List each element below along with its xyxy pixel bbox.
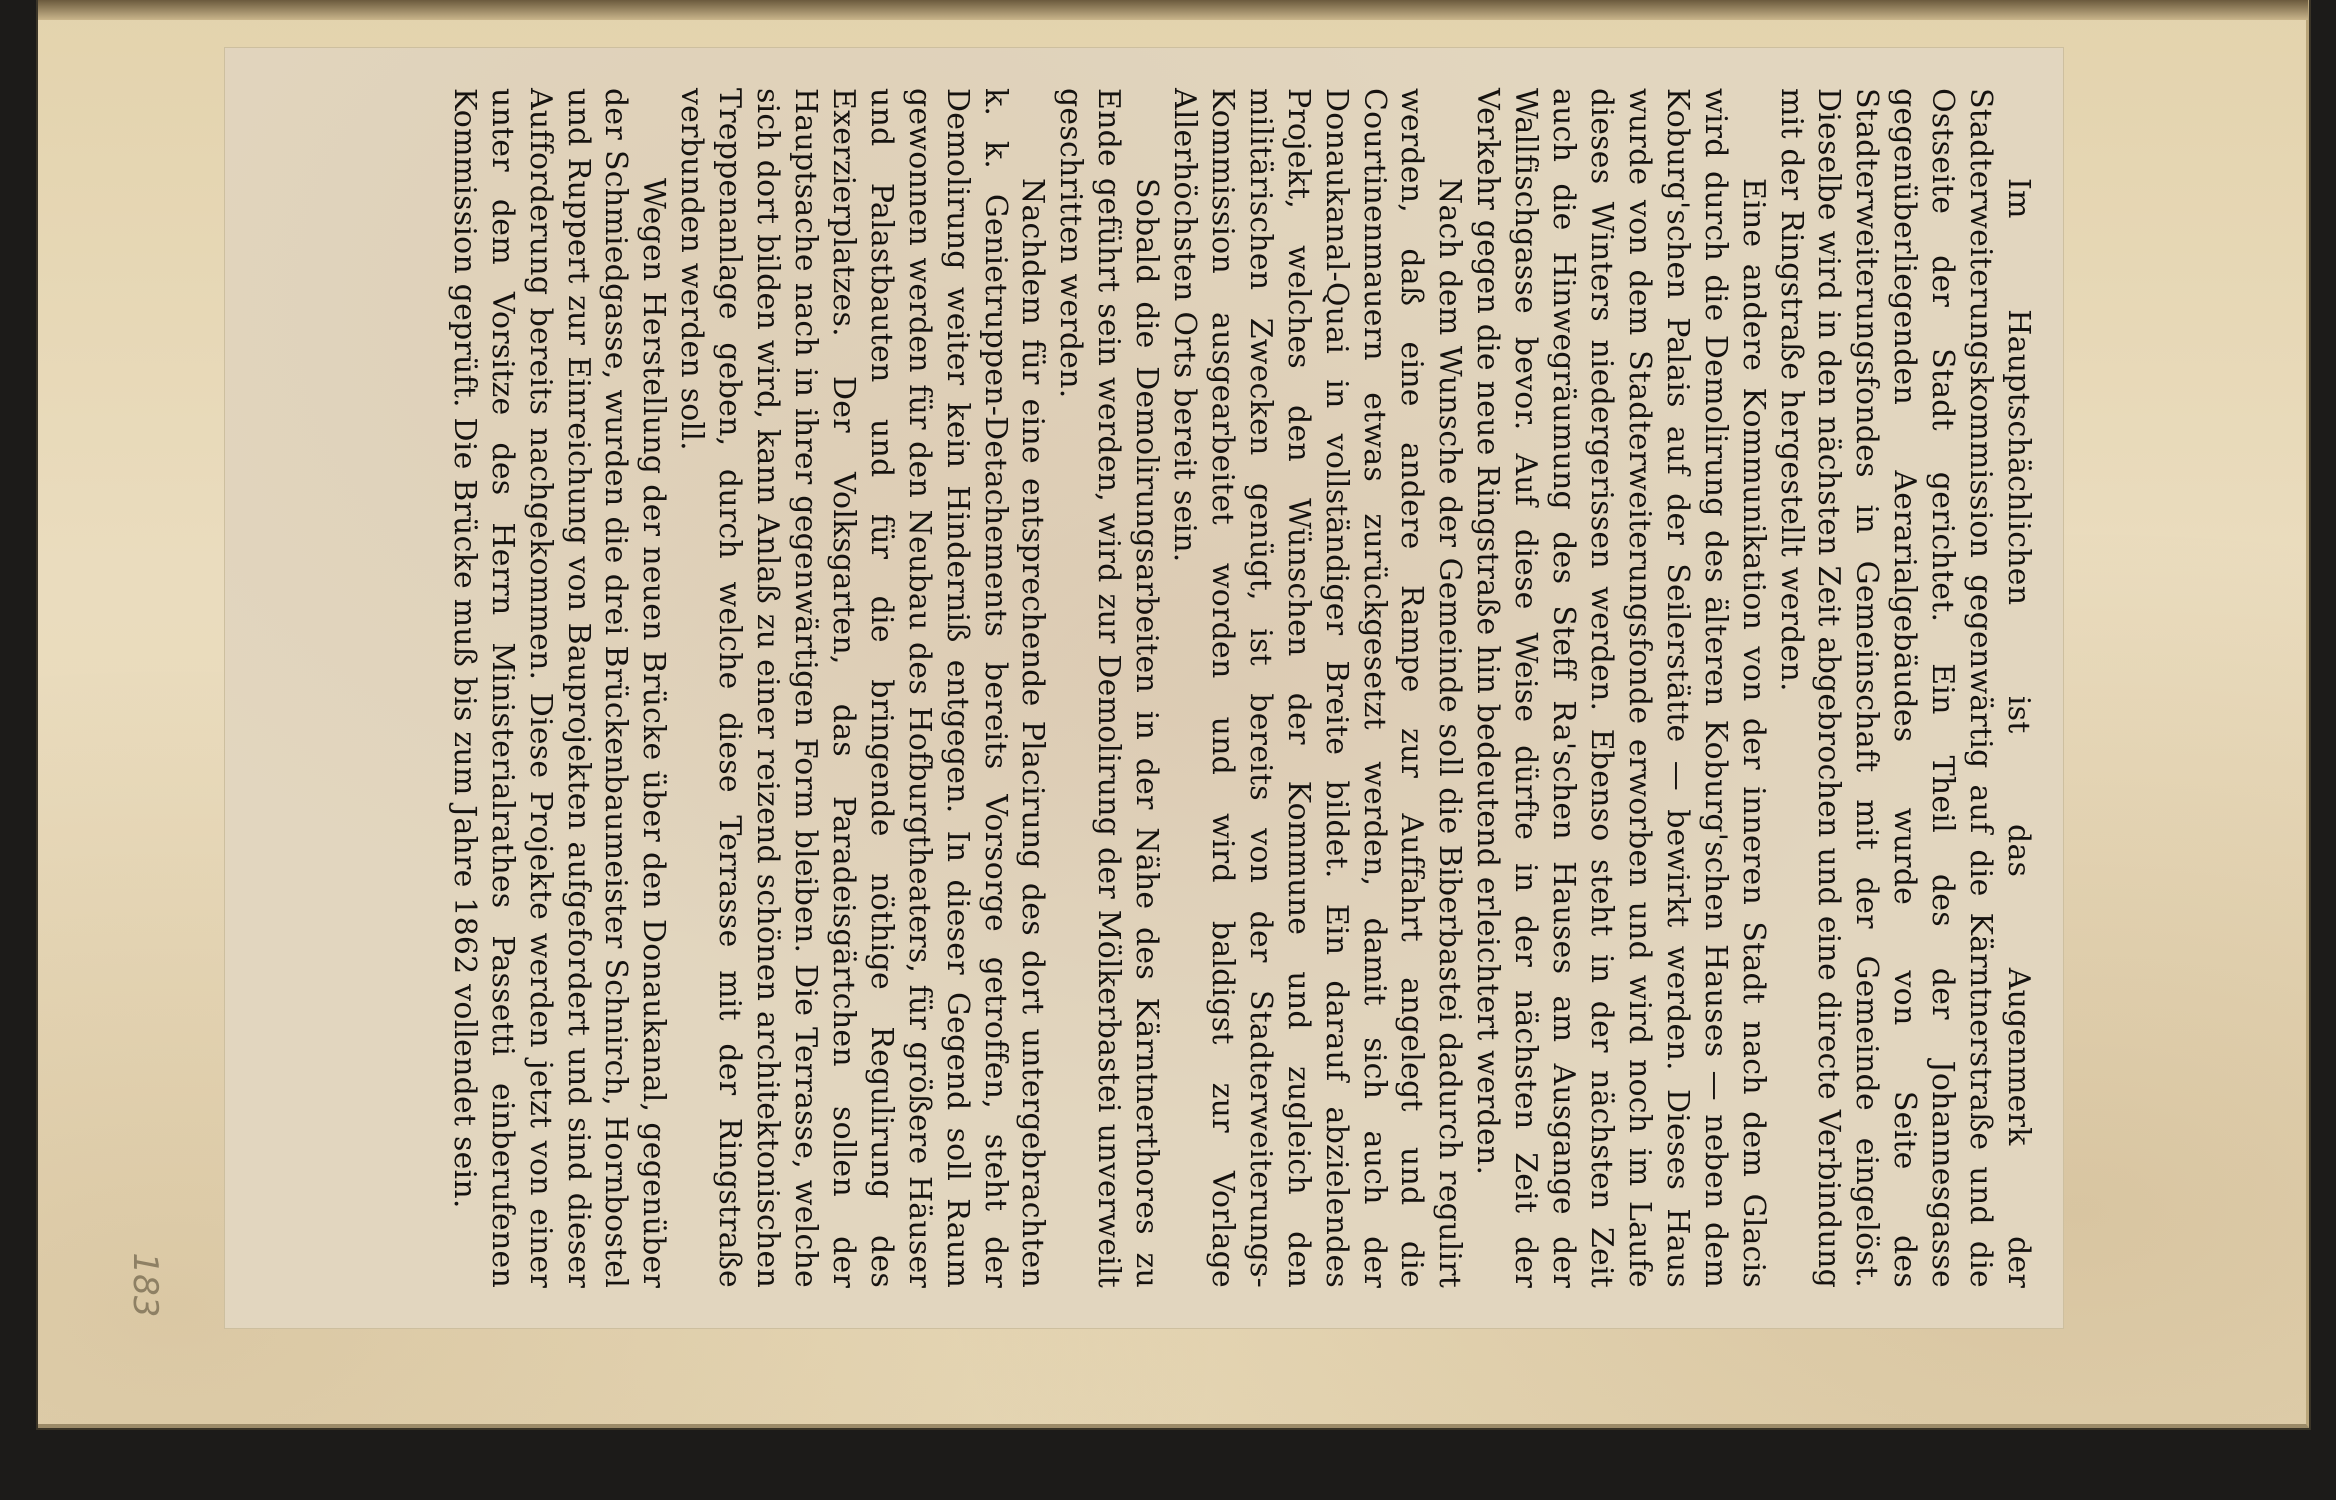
clipping-text	[225, 48, 2063, 1328]
margin-page-number: 183	[125, 1252, 165, 1318]
paragraph-4: Sobald die Demolirungsarbeiten in der Nähe des Kärntnerthores zu Ende geführt sein werden, wird zur Demolirung der Mölkerbastei unverweilt geschritten werden.	[1053, 88, 1165, 1288]
page-edge	[38, 0, 2308, 20]
newspaper-clipping	[225, 48, 2063, 1328]
paragraph-3: Nach dem Wunsche der Gemeinde soll die Biberbastei dadurch regulirt werden, daß eine andere Rampe zur Auffahrt angelegt und die Courtinenmauern etwas zurückgesetzt werden, damit sich auch der Donaukanal-Quai in vollständiger Breite bildet. Ein darauf abzielendes Projekt, welches den Wünschen der Kommune und zugleich den militärischen Zwecken genügt, ist bereits von der Stadterweiterungs-Kommission ausgearbeitet worden und wird baldigst zur Vorlage Allerhöchsten Orts bereit sein.	[1167, 88, 1468, 1288]
paragraph-6: Wegen Herstellung der neuen Brücke über den Donaukanal, gegenüber der Schmiedgasse, wurden die drei Brückenbaumeister Schnirch, Hornbostel und Ruppert zur Einreichung von Bauprojekten aufgefordert und sind dieser Aufforderung bereits nachgekommen. Diese Projekte werden jetzt von einer unter dem Vorsitze des Herrn Ministerialrathes Passetti einberufenen Kommission geprüft. Die Brücke muß bis zum Jahre 1862 vollendet sein.	[446, 88, 672, 1288]
paragraph-1: Im Hauptschächlichen ist das Augenmerk der Stadterweiterungskommission gegenwärtig auf die Kärntnerstraße und die Ostseite der Stadt gerichtet. Ein Theil des der Johannesgasse gegenüberliegenden Aerarialgebäudes wurde von Seite des Stadterweiterungsfondes in Gemeinschaft mit der Gemeinde eingelöst. Dieselbe wird in den nächsten Zeit abgebrochen und eine directe Verbindung mit der Ringstraße hergestellt werden.	[1773, 88, 2036, 1288]
paragraph-2: Eine andere Kommunikation von der inneren Stadt nach dem Glacis wird durch die Demolirung des älteren Koburg'schen Hauses — neben dem Koburg'schen Palais auf der Seilerstätte — bewirkt werden. Dieses Haus wurde von dem Stadterweiterungsfonde erworben und wird noch im Laufe dieses Winters niedergerissen werden. Ebenso steht in der nächsten Zeit auch die Hinwegräumung des Steff Ra'schen Hauses am Ausgange der Wallfischgasse bevor. Auf diese Weise dürfte in der nächsten Zeit der Verkehr gegen die neue Ringstraße hin bedeutend erleichtert werden.	[1470, 88, 1771, 1288]
paragraph-5: Nachdem für eine entsprechende Placirung des dort untergebrachten k. k. Genietruppen-Detachements bereits Vorsorge getroffen, steht der Demolirung weiter kein Hinderniß entgegen. In dieser Gegend soll Raum gewonnen werden für den Neubau des Hofburgtheaters, für größere Häuser und Palastbauten und für die bringende nöthige Regulirung des Exerzierplatzes. Der Volksgarten, das Paradeisgärtchen sollen der Hauptsache nach in ihrer gegenwärtigen Form bleiben. Die Terrasse, welche sich dort bilden wird, kann Anlaß zu einer reizend schönen architektonischen Treppenanlage geben, durch welche diese Terrasse mit der Ringstraße verbunden werden soll.	[674, 88, 1051, 1288]
